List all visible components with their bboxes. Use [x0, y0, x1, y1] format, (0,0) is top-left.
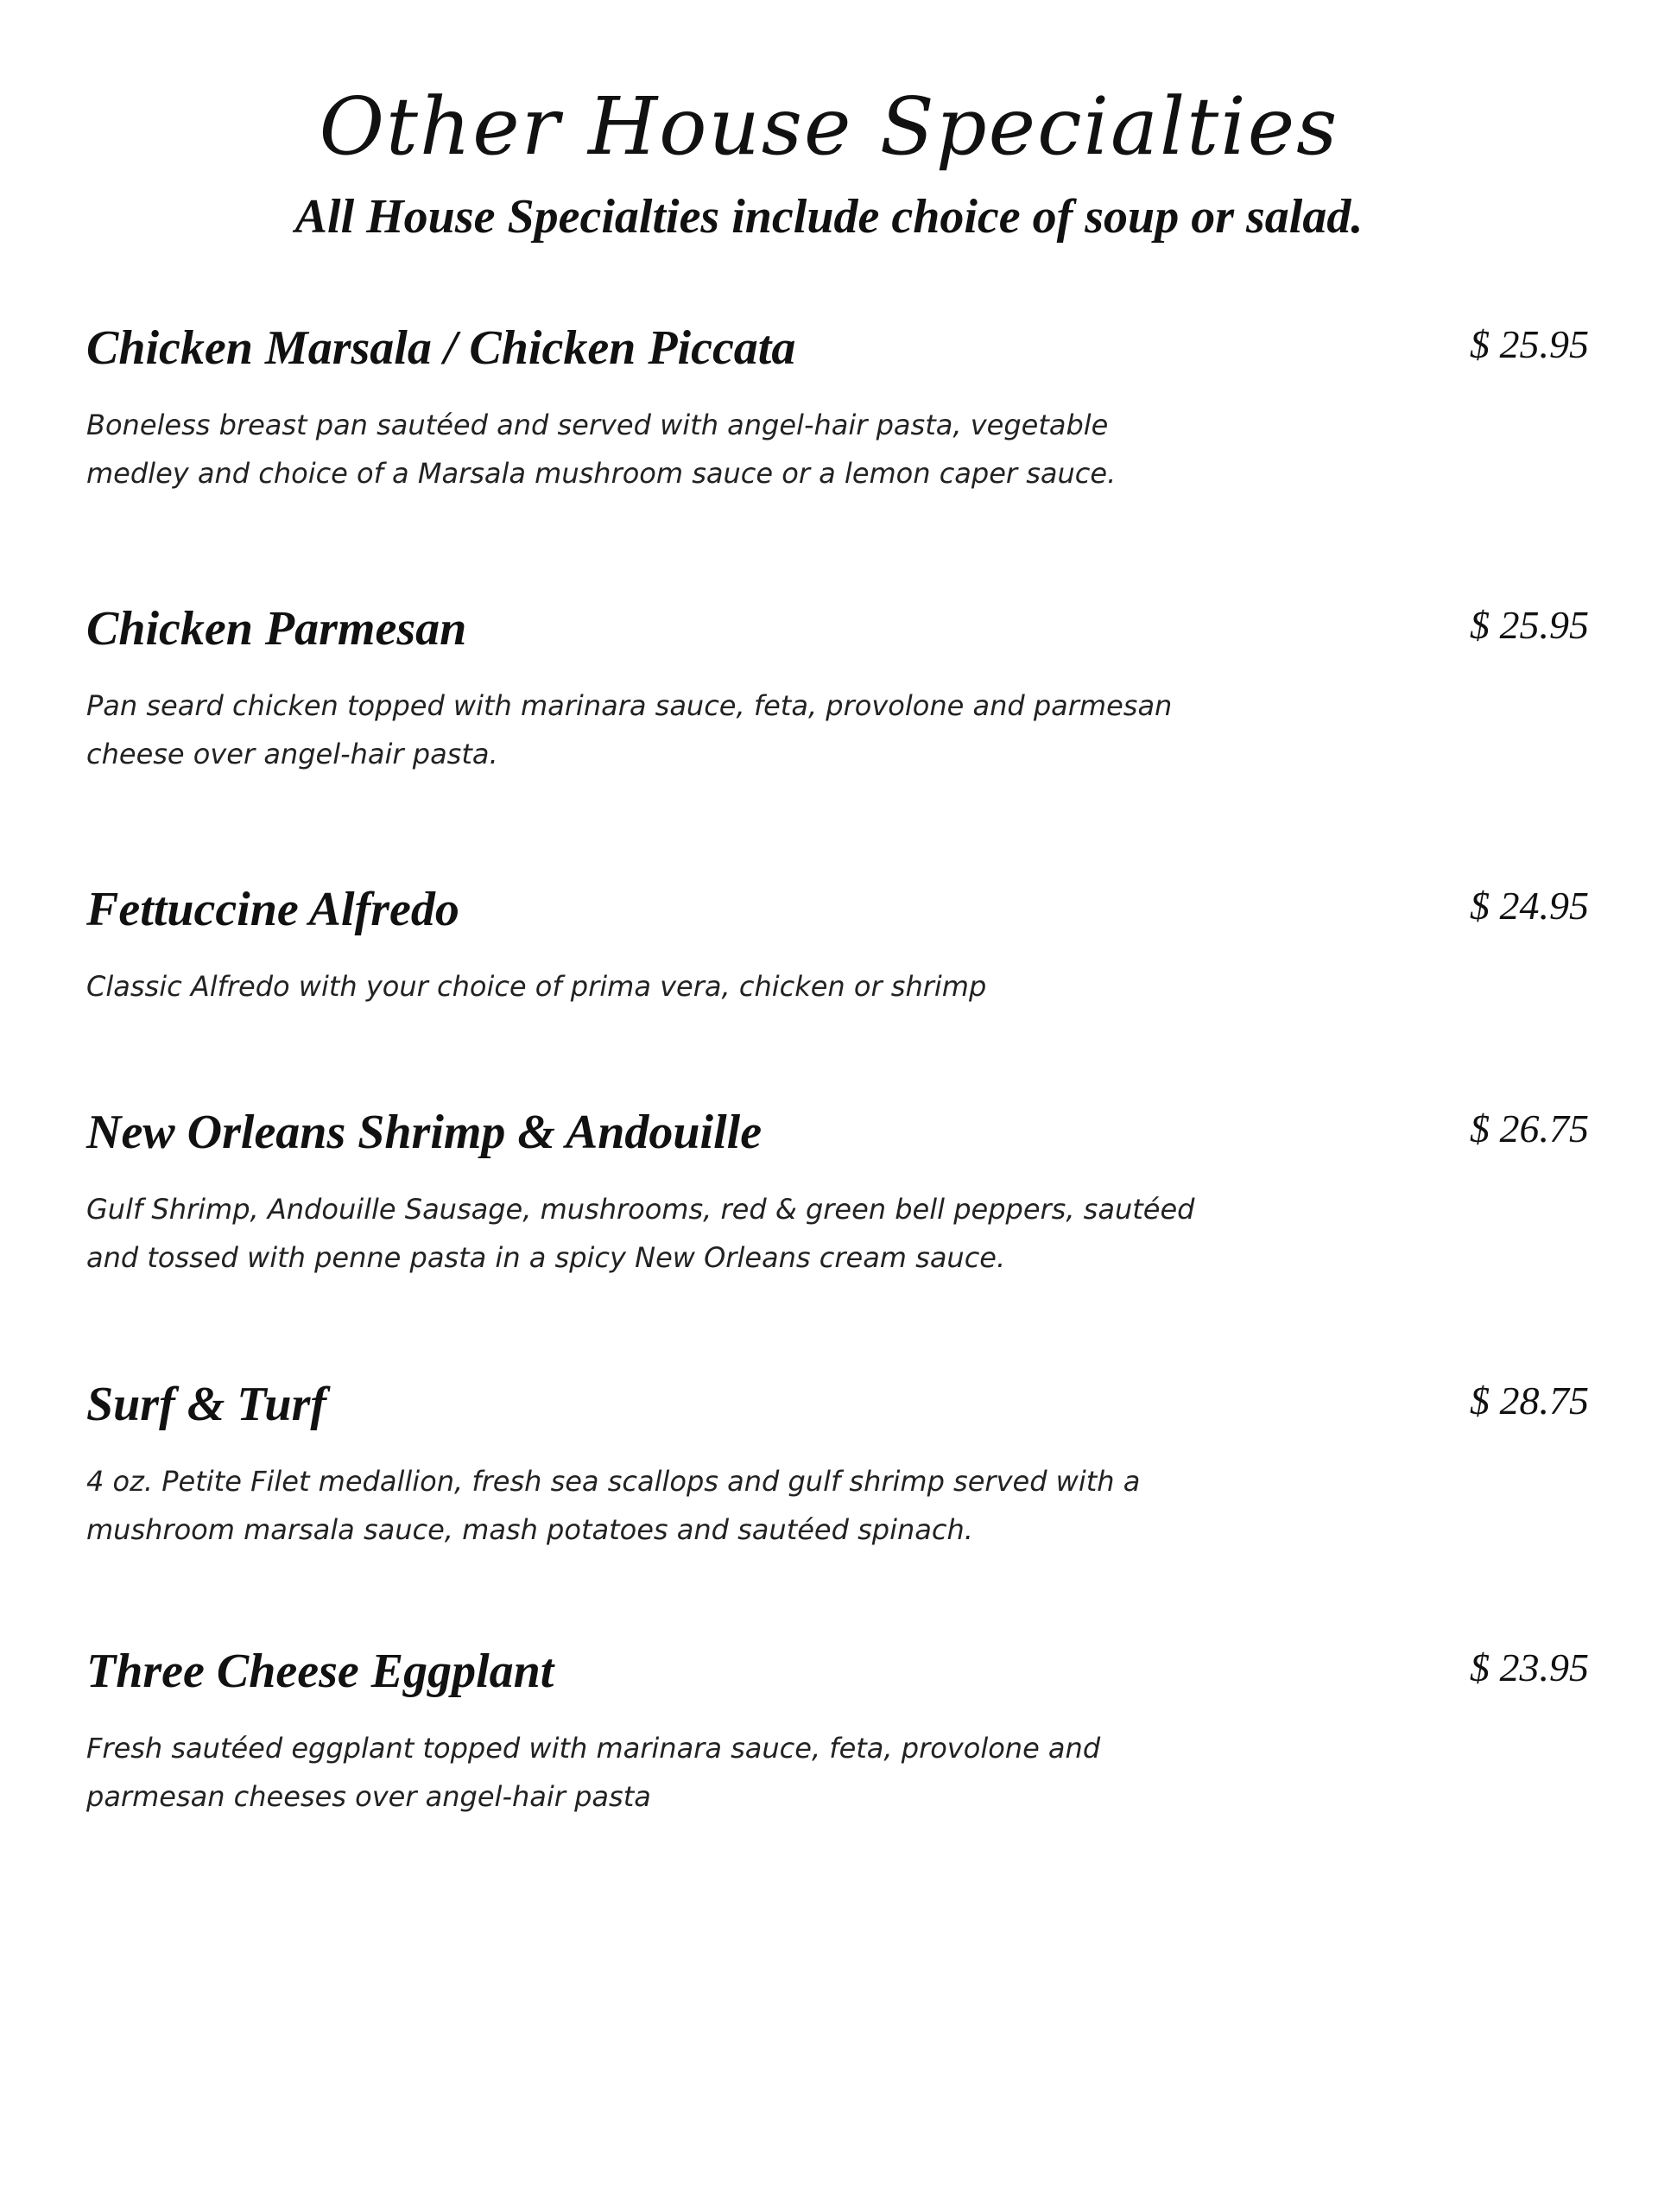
description-line: Fresh sautéed eggplant topped with marinara sauce, feta, provolone and — [86, 1732, 1101, 1765]
menu-item-name: Fettuccine Alfredo — [86, 883, 459, 936]
description-line: Boneless breast pan sautéed and served with angel-hair pasta, vegetable — [86, 409, 1109, 441]
menu-item-description — [86, 1457, 1226, 1554]
description-line: medley and choice of a Marsala mushroom sauce or a lemon caper sauce. — [86, 457, 1117, 490]
menu-item-price: $ 23.95 — [1470, 1645, 1589, 1689]
menu-item-description — [86, 681, 1226, 778]
description-line: Pan seard chicken topped with marinara sauce, feta, provolone and parmesan — [86, 689, 1173, 722]
menu-item-name: Chicken Marsala / Chicken Piccata — [86, 321, 796, 375]
description-line: Classic Alfredo with your choice of prima vera, chicken or shrimp — [86, 970, 987, 1003]
description-line: mushroom marsala sauce, mash potatoes and sautéed spinach. — [86, 1513, 973, 1546]
menu-item-name: Three Cheese Eggplant — [86, 1645, 554, 1698]
menu-item-description — [86, 1185, 1226, 1282]
menu-item-price: $ 25.95 — [1470, 322, 1589, 366]
menu-item-price: $ 26.75 — [1470, 1106, 1589, 1150]
menu-item-name: Chicken Parmesan — [86, 602, 467, 656]
menu-item-description — [86, 962, 1226, 1011]
menu-item-description — [86, 1724, 1226, 1821]
menu-item-description — [86, 401, 1226, 498]
page-title: Other House Specialties — [319, 80, 1339, 173]
description-line: Gulf Shrimp, Andouille Sausage, mushrooms, red & green bell peppers, sautéed — [86, 1193, 1195, 1226]
menu-item-price: $ 24.95 — [1470, 884, 1589, 928]
description-line: 4 oz. Petite Filet medallion, fresh sea scallops and gulf shrimp served with a — [86, 1465, 1141, 1498]
page-subtitle: All House Specialties include choice of soup or salad. — [294, 190, 1364, 244]
menu-item-price: $ 28.75 — [1470, 1379, 1589, 1423]
menu-item-price: $ 25.95 — [1470, 603, 1589, 647]
menu-item-name: Surf & Turf — [86, 1378, 327, 1431]
description-line: and tossed with penne pasta in a spicy New Orleans cream sauce. — [86, 1241, 1006, 1274]
description-line: parmesan cheeses over angel-hair pasta — [86, 1780, 651, 1813]
description-line: cheese over angel-hair pasta. — [86, 738, 498, 770]
menu-item-name: New Orleans Shrimp & Andouille — [86, 1106, 763, 1159]
